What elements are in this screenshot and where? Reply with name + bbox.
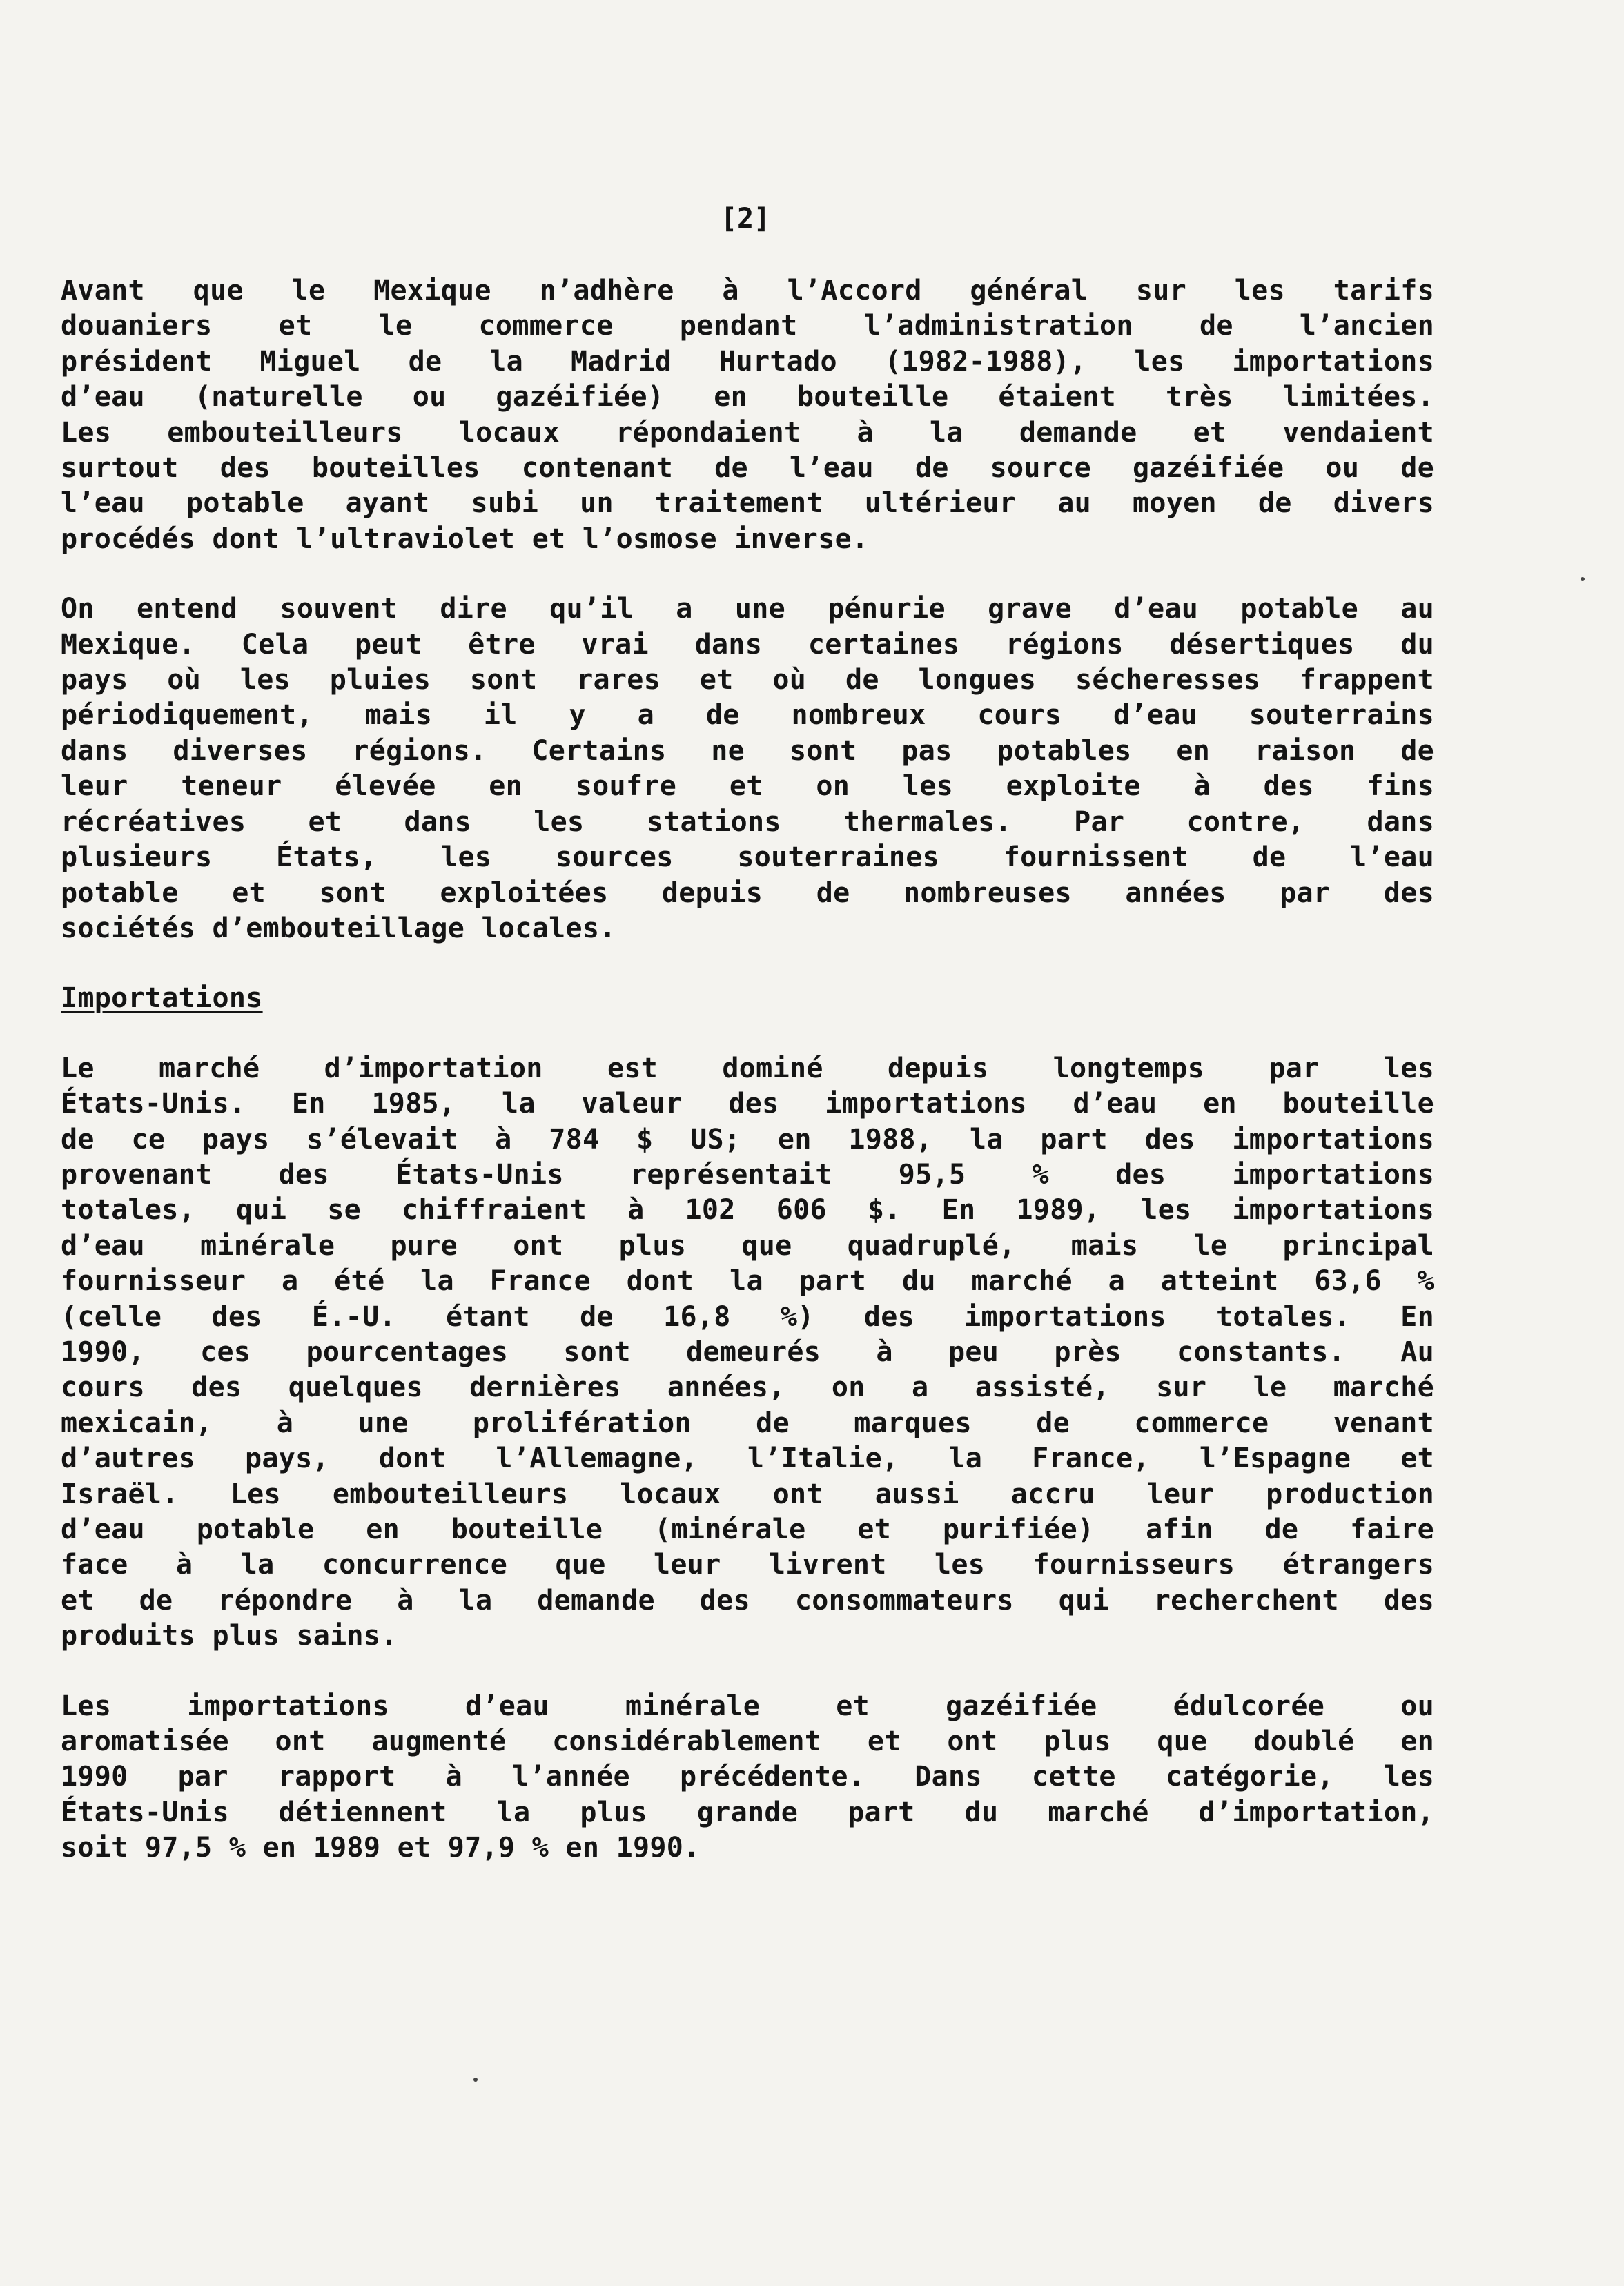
text-line: et de répondre à la demande des consommateurs qui recherchent des — [61, 1584, 1434, 1616]
scan-speck — [473, 2078, 478, 2082]
text-line: produits plus sains. — [61, 1620, 398, 1652]
text-line: surtout des bouteilles contenant de l’eau de source gazéifiée ou de — [61, 452, 1434, 485]
text-line: On entend souvent dire qu’il a une pénurie grave d’eau potable au — [61, 593, 1434, 625]
text-line: Avant que le Mexique n’adhère à l’Accord général sur les tarifs — [61, 275, 1434, 306]
paragraph-1 — [61, 273, 1434, 557]
text-line: récréatives et dans les stations thermales. Par contre, dans — [61, 805, 1434, 838]
text-line: d’eau (naturelle ou gazéifiée) en bouteille étaient très limitées. — [61, 381, 1434, 413]
text-line: aromatisée ont augmenté considérablement et ont plus que doublé en — [61, 1726, 1434, 1758]
scan-speck — [1581, 577, 1585, 581]
text-line: 1990 par rapport à l’année précédente. Dans cette catégorie, les — [61, 1761, 1434, 1793]
text-line: provenant des États-Unis représentait 95,5 % des importations — [61, 1158, 1434, 1191]
paragraph-2 — [61, 592, 1434, 946]
text-line: douaniers et le commerce pendant l’administration de l’ancien — [61, 310, 1434, 342]
text-line: Mexique. Cela peut être vrai dans certaines régions désertiques du — [61, 628, 1434, 661]
text-line: (celle des É.-U. étant de 16,8 %) des importations totales. En — [61, 1300, 1434, 1333]
text-line: cours des quelques dernières années, on a assisté, sur le marché — [61, 1371, 1434, 1404]
text-line: d’eau minérale pure ont plus que quadruplé, mais le principal — [61, 1229, 1434, 1262]
text-line: États-Unis. En 1985, la valeur des importations d’eau en bouteille — [61, 1088, 1434, 1120]
text-line: Les embouteilleurs locaux répondaient à la demande et vendaient — [61, 416, 1434, 449]
text-line: dans diverses régions. Certains ne sont pas potables en raison de — [61, 734, 1434, 767]
text-line: président Miguel de la Madrid Hurtado (1982-1988), les importations — [61, 345, 1434, 378]
paragraph-3 — [61, 1051, 1434, 1654]
text-line: procédés dont l’ultraviolet et l’osmose inverse. — [61, 522, 869, 555]
text-line: mexicain, à une prolifération de marques de commerce venant — [61, 1407, 1434, 1439]
text-line: fournisseur a été la France dont la part du marché a atteint 63,6 % — [61, 1265, 1434, 1298]
text-line: de ce pays s’élevait à 784 $ US; en 1988, la part des importations — [61, 1123, 1434, 1155]
text-line: plusieurs États, les sources souterraines fournissent de l’eau — [61, 841, 1434, 874]
text-line: 1990, ces pourcentages sont demeurés à peu près constants. Au — [61, 1336, 1434, 1368]
text-line: Israël. Les embouteilleurs locaux ont aussi accru leur production — [61, 1478, 1434, 1510]
paragraph-4 — [61, 1689, 1434, 1866]
text-line: l’eau potable ayant subi un traitement ultérieur au moyen de divers — [61, 487, 1434, 520]
text-line: sociétés d’embouteillage locales. — [61, 912, 616, 944]
text-line: périodiquement, mais il y a de nombreux cours d’eau souterrains — [61, 699, 1434, 732]
text-line: d’autres pays, dont l’Allemagne, l’Italie, la France, l’Espagne et — [61, 1443, 1434, 1475]
page-number: [2] — [720, 203, 771, 235]
text-line: Les importations d’eau minérale et gazéifiée édulcorée ou — [61, 1690, 1434, 1722]
text-line: leur teneur élevée en soufre et on les exploite à des fins — [61, 770, 1434, 803]
text-line: d’eau potable en bouteille (minérale et purifiée) afin de faire — [61, 1514, 1434, 1545]
document-body — [61, 273, 1434, 1901]
text-line: Le marché d’importation est dominé depuis longtemps par les — [61, 1052, 1434, 1084]
text-line: pays où les pluies sont rares et où de longues sécheresses frappent — [61, 664, 1434, 696]
text-line: totales, qui se chiffraient à 102 606 $. En 1989, les importations — [61, 1194, 1434, 1227]
text-line: soit 97,5 % en 1989 et 97,9 % en 1990. — [61, 1832, 701, 1864]
text-line: face à la concurrence que leur livrent les fournisseurs étrangers — [61, 1549, 1434, 1581]
text-line: potable et sont exploitées depuis de nombreuses années par des — [61, 877, 1434, 909]
text-line: États-Unis détiennent la plus grande part du marché d’importation, — [61, 1796, 1434, 1828]
section-heading: Importations — [61, 982, 263, 1015]
